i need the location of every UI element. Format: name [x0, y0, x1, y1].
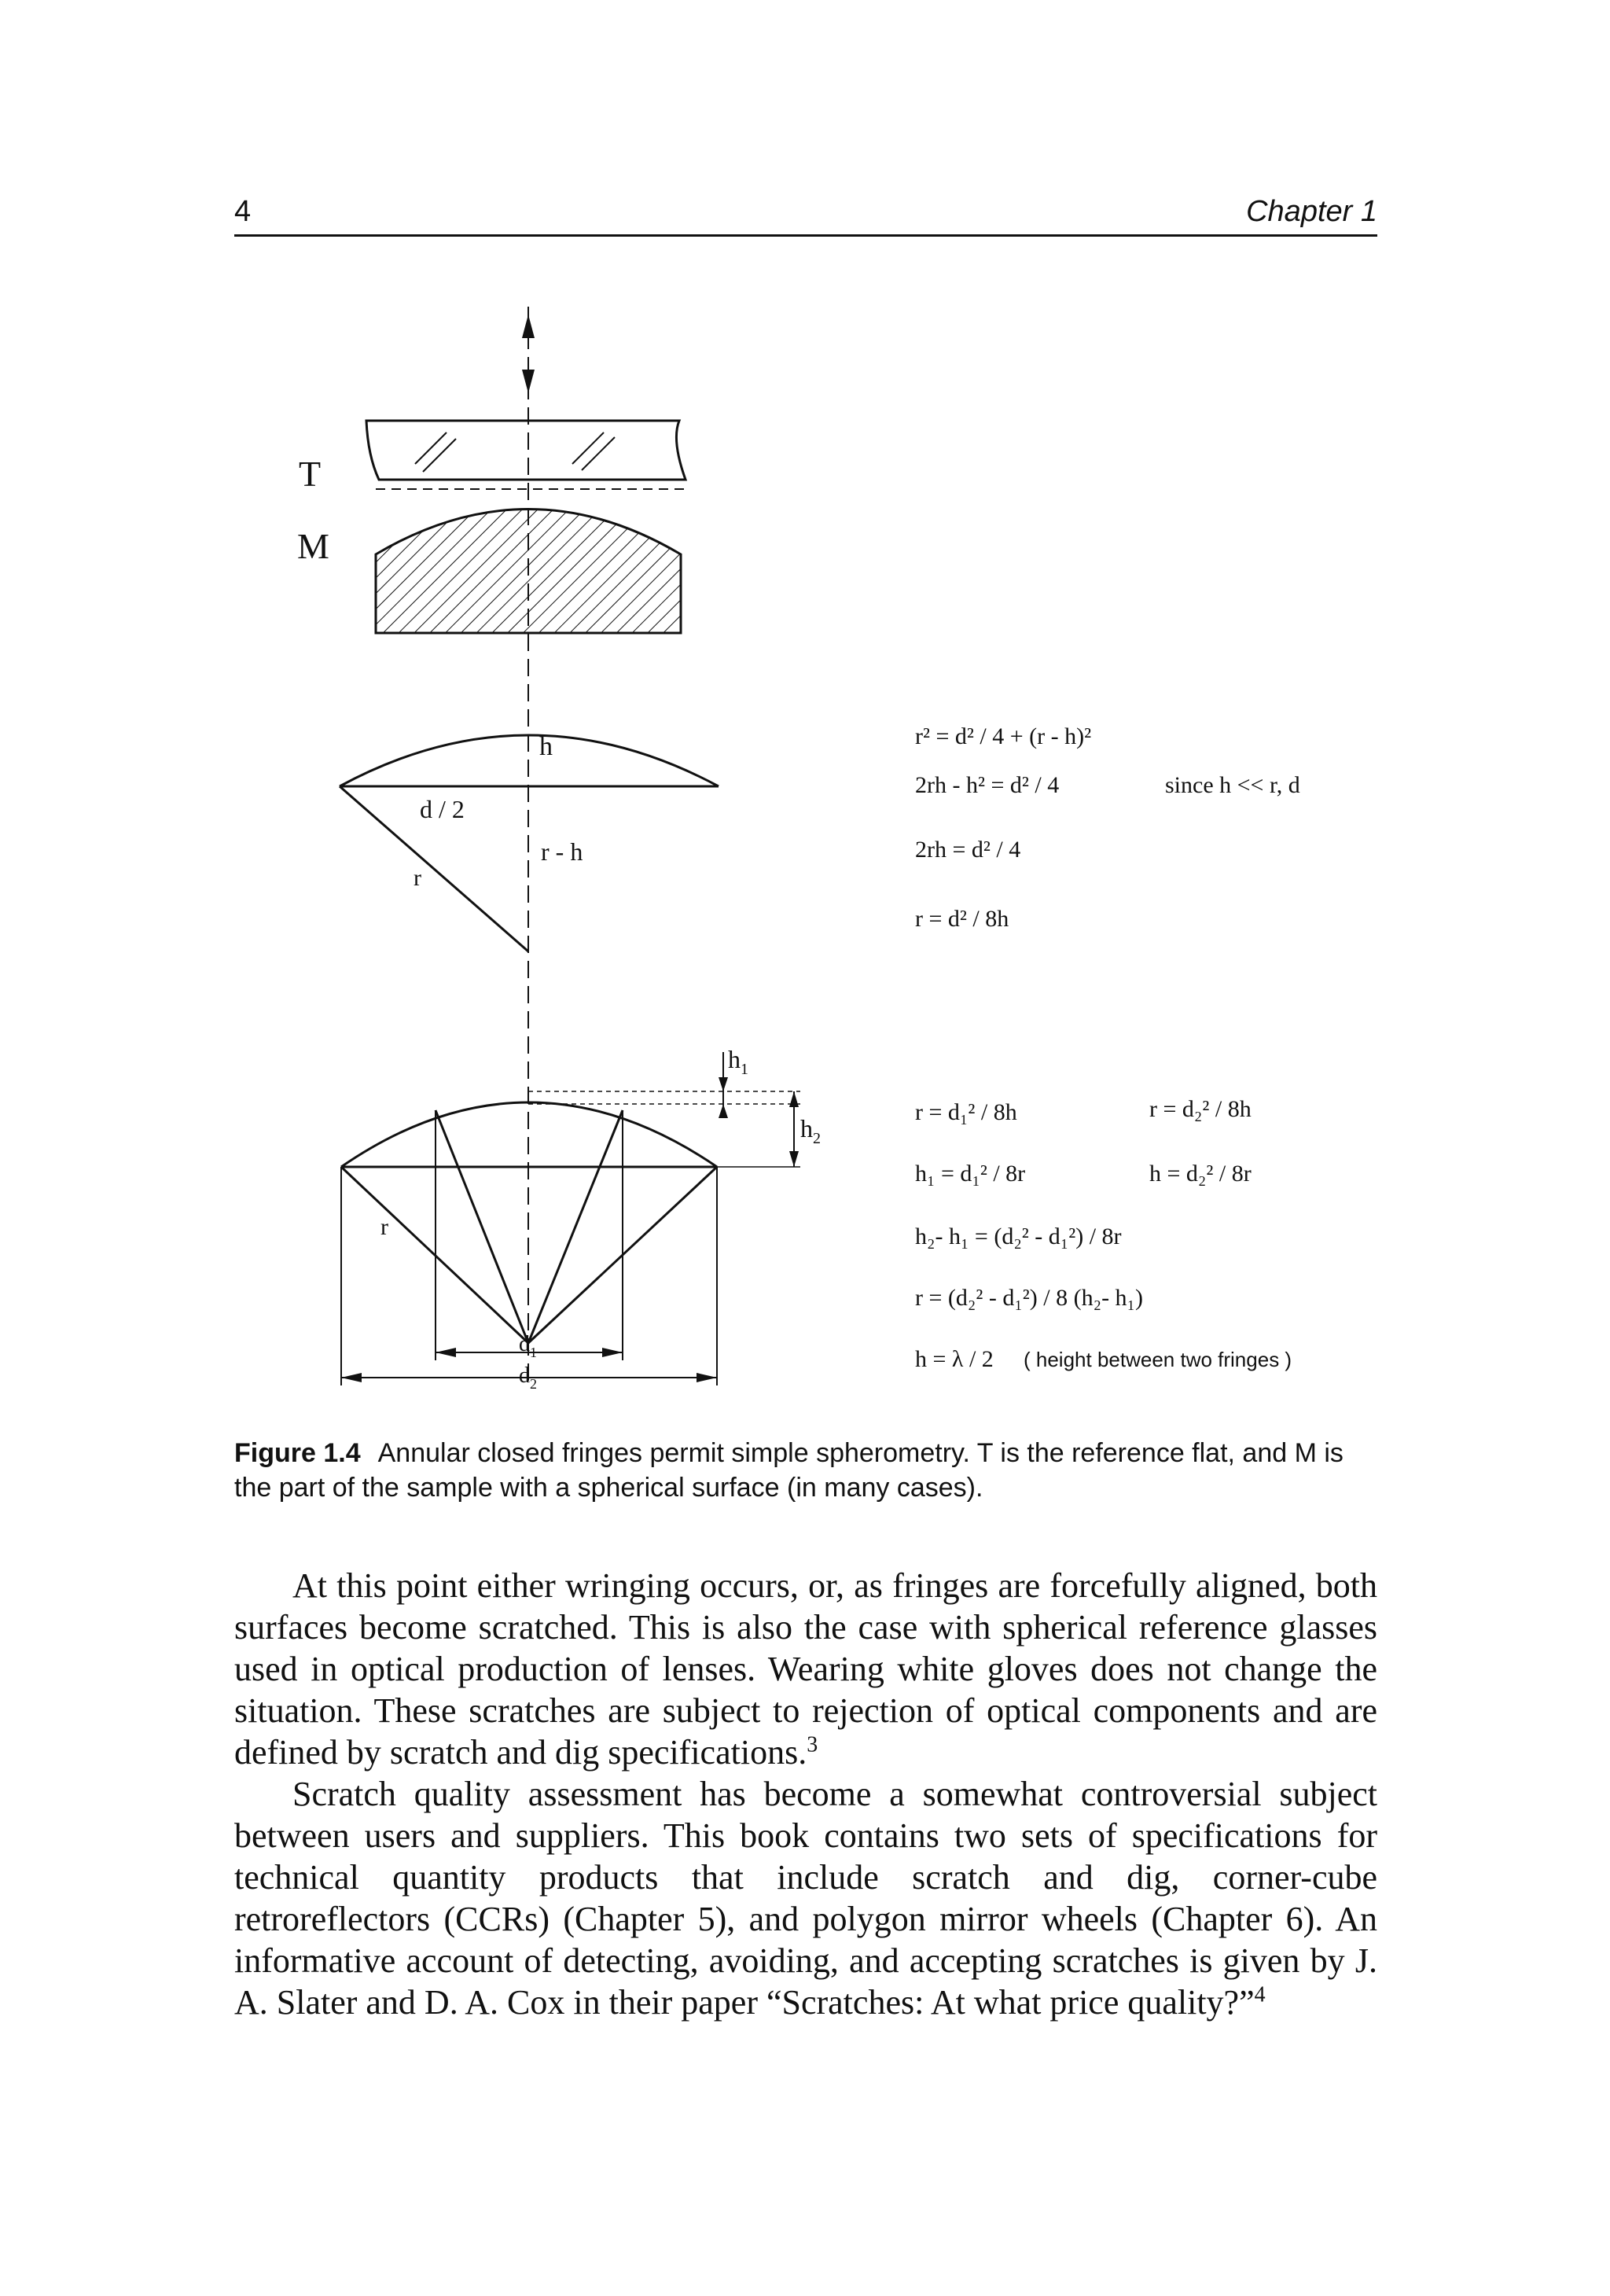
label-d2: $d_2$ — [519, 1363, 537, 1392]
label-r-bottom: r — [380, 1214, 388, 1240]
chapter-title: Chapter 1 — [1246, 195, 1377, 228]
caption-text: Annular closed fringes permit simple spherometry. T is the reference flat, and M is the part of the sample with a spherical surface (in many cases). — [234, 1438, 1344, 1503]
axis-arrow-down — [522, 370, 535, 393]
label-T: T — [299, 454, 322, 494]
eq-bottom-note: ( height between two fringes ) — [1024, 1348, 1292, 1371]
eq-bottom-4: r = (d₂² - d₁²) / 8 (h₂- h₁) — [915, 1285, 1144, 1311]
eq-top-1: r² = d² / 4 + (r - h)² — [915, 723, 1092, 749]
eq-top-3: 2rh = d² / 4 — [915, 837, 1021, 863]
footnote-ref-3: 3 — [807, 1732, 818, 1757]
header-rule — [234, 234, 1377, 237]
eq-bottom-5: h = λ / 2 — [915, 1346, 994, 1372]
label-M: M — [297, 526, 329, 566]
label-d1: $d_1$ — [519, 1332, 537, 1360]
label-h: h — [539, 732, 553, 761]
figure-caption — [234, 1436, 1377, 1505]
label-h2: $h_2$ — [800, 1114, 821, 1147]
body-text — [234, 1565, 1377, 2023]
eq-bottom-2: h₁ = d₁² / 8r — [915, 1161, 1026, 1187]
figure-1-4 — [234, 283, 1377, 1415]
eq-bottom-right-2: h = d₂² / 8r — [1149, 1161, 1252, 1187]
label-r-minus-h: r - h — [541, 837, 583, 866]
eq-bottom-1: r = d₁² / 8h — [915, 1099, 1017, 1125]
eq-top-4: r = d² / 8h — [915, 906, 1009, 932]
axis-arrow-up — [522, 315, 535, 338]
eq-top-2: 2rh - h² = d² / 4 — [915, 772, 1060, 798]
footnote-ref-4: 4 — [1254, 1982, 1266, 2007]
eq-bottom-3: h₂- h₁ = (d₂² - d₁²) / 8r — [915, 1223, 1122, 1249]
label-h1: $h_1$ — [728, 1045, 748, 1078]
running-head — [234, 195, 1377, 236]
figure-label: Figure 1.4 — [234, 1438, 361, 1468]
label-d-half: d / 2 — [420, 795, 465, 823]
spherometry-diagram — [234, 283, 1377, 1415]
paragraph-2: Scratch quality assessment has become a somewhat controversial subject between users and suppliers. This book contains two sets of specifications for technical quantity products that include scratch and dig, corner-cube retroreflectors (CCRs) (Chapter 5), and polygon mirror wheels (Chapter 6). An informative account of detecting, avoiding, and accepting scratches is given by J. A. Slater and D. A. Cox in their paper “Scratches: At what price quality?”$^4$ — [234, 1775, 1377, 2022]
page-number: 4 — [234, 195, 252, 228]
eq-bottom-right-1: r = d₂² / 8h — [1149, 1096, 1252, 1122]
eq-top-note: since h << r, d — [1165, 772, 1300, 798]
paragraph-1: At this point either wringing occurs, or, as fringes are forcefully aligned, both surfaces become scratched. This is also the case with spherical reference glasses used in optical production of lenses. Wearing white gloves does not change the situation. These scratches are subject to rejection of optical components and are defined by scratch and dig specifications.$^3$ — [234, 1566, 1377, 1772]
label-r-top: r — [414, 865, 421, 891]
reference-flat-T — [366, 421, 686, 480]
